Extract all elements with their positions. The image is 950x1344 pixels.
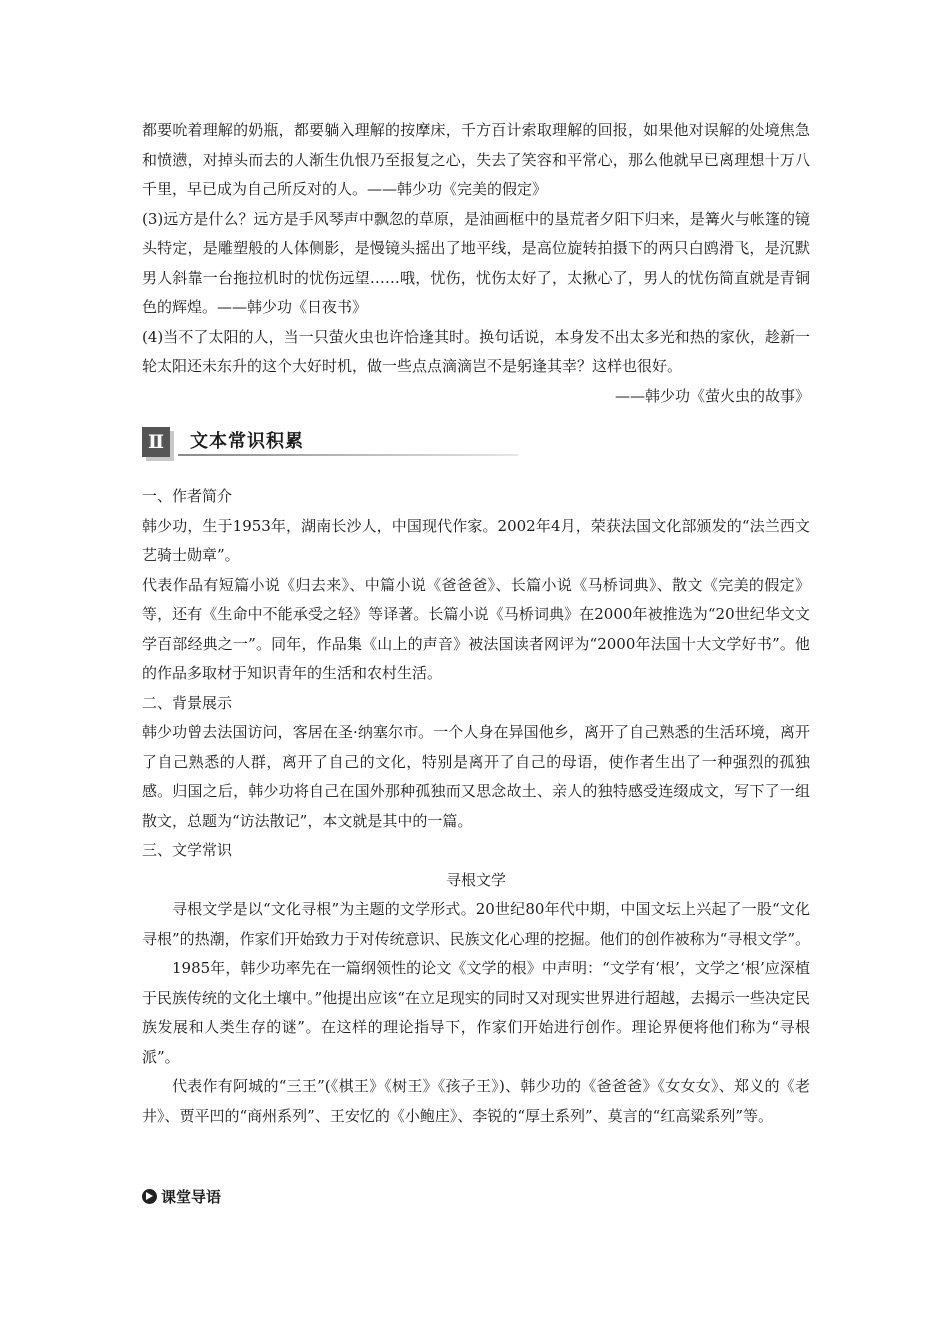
author-paragraph-1: 韩少功，生于1953年，湖南长沙人，中国现代作家。2002年4月，荣获法国文化部颁发的“法兰西文艺骑士勋章”。: [142, 516, 810, 564]
quote-paragraph-4: (4)当不了太阳的人，当一只萤火虫也许恰逢其时。换句话说，本身发不出太多光和热的家伙，趁新一轮太阳还未东升的这个大好时机，做一些点点滴滴岂不是躬逢其幸？这样也很好。: [142, 327, 810, 375]
author-heading: 一、作者简介: [142, 487, 233, 505]
quote-paragraph-2-end: 都要吮着理解的奶瓶，都要躺入理解的按摩床，千方百计索取理解的回报，如果他对误解的处境焦急和愤懑，对掉头而去的人渐生仇恨乃至报复之心，失去了笑容和平常心，那么他就早已离理想十万八千里，早已成为自己所反对的人。——韩少功《完美的假定》: [142, 121, 810, 198]
literature-paragraph-1: 寻根文学是以“文化寻根”为主题的文学形式。20世纪80年代中期，中国文坛上兴起了一股“文化寻根”的热潮，作家们开始致力于对传统意识、民族文化心理的挖掘。他们的创作被称为“寻根文学”。: [142, 900, 811, 948]
classroom-intro-heading: [142, 1184, 221, 1208]
knowledge-block: [142, 482, 810, 1131]
section-title: 文本常识积累: [190, 431, 304, 452]
quote-paragraph-4-source: ——韩少功《萤火虫的故事》: [614, 386, 810, 405]
background-paragraph: 韩少功曾去法国访问，客居在圣·纳塞尔市。一个人身在异国他乡，离开了自己熟悉的生活环境，离开了自己熟悉的人群，离开了自己的文化，特别是离开了自己的母语，使作者生出了一种强烈的孤独感。归国之后，韩少功将自己在国外那种孤独而又思念故土、亲人的独特感受连缀成文，写下了一组散文，总题为“访法散记”，本文就是其中的一篇。: [142, 723, 810, 830]
literature-paragraph-2: 1985年，韩少功率先在一篇纲领性的论文《文学的根》中声明：“文学有‘根’，文学之‘根’应深植于民族传统的文化土壤中。”他提出应该“在立足现实的同时又对现实世界进行超越，去揭示一些决定民族发展和人类生存的谜”。在这样的理论指导下，作家们开始进行创作。理论界便将他们称为“寻根派”。: [142, 959, 810, 1066]
classroom-intro-title: 课堂导语: [161, 1187, 222, 1206]
section-numeral: Ⅱ: [142, 427, 170, 457]
play-circle-icon: [142, 1189, 157, 1204]
author-paragraph-2: 代表作品有短篇小说《归去来》、中篇小说《爸爸爸》、长篇小说《马桥词典》、散文《完美的假定》等，还有《生命中不能承受之轻》等译著。长篇小说《马桥词典》在2000年被推选为“20世纪华文文学百部经典之一”。同年，作品集《山上的声音》被法国读者网评为“2000年法国十大文学好书”。他的作品多取材于知识青年的生活和农村生活。: [142, 575, 810, 682]
background-heading: 二、背景展示: [142, 693, 233, 712]
quote-block: [142, 116, 810, 411]
literature-heading: 三、文学常识: [142, 841, 233, 859]
literature-subtitle: 寻根文学: [445, 870, 506, 889]
section-header: [142, 427, 522, 457]
quote-paragraph-3: (3)远方是什么？远方是手风琴声中飘忽的草原，是油画框中的垦荒者夕阳下归来，是篝火与帐篷的镜头特定，是雕塑般的人体侧影，是慢镜头摇出了地平线，是高位旋转拍摄下的两只白鸥滑飞，是沉默男人斜靠一台拖拉机时的忧伤远望……哦，忧伤，忧伤太好了，太揪心了，男人的忧伤简直就是青铜色的辉煌。——韩少功《日夜书》: [142, 209, 810, 316]
literature-paragraph-3: 代表作有阿城的“三王”(《棋王》《树王》《孩子王》)、韩少功的《爸爸爸》《女女女》、郑义的《老井》、贾平凹的“商州系列”、王安忆的《小鲍庄》、李锐的“厚土系列”、莫言的“红高粱系列”等。: [142, 1077, 810, 1125]
